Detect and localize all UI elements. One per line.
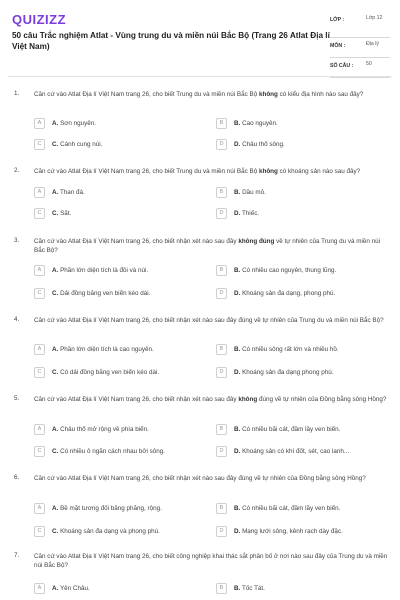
option-text: A. Bề mặt tương đối bằng phẳng, rộng. [52, 505, 162, 512]
option-text: C. Có dải đồng bằng ven biển kéo dài. [52, 369, 160, 376]
meta-value: Địa lý [366, 41, 379, 47]
meta-value: Lớp 12 [366, 15, 383, 21]
question-number: 1. [14, 90, 20, 97]
option-box: D [216, 288, 227, 299]
option-box: C [34, 526, 45, 537]
meta-label: MÔN : [330, 43, 346, 49]
document-title: 50 câu Trắc nghiệm Atlat - Vùng trung du và miền núi Bắc Bộ (Trang 26 Atlat Địa lí Việt Nam) [12, 31, 330, 51]
option-text: C. Có nhiều ô ngăn cách nhau bởi sông. [52, 448, 166, 455]
option-box: B [216, 344, 227, 355]
question-number: 7. [14, 552, 20, 559]
meta-value: 50 [366, 61, 372, 67]
meta-label: LỚP : [330, 17, 345, 23]
option-text: B. Cao nguyên. [234, 120, 278, 127]
meta-label: SỐ CÂU : [330, 63, 354, 69]
quizizz-logo: QUIZIZZ [12, 12, 67, 27]
option-text: B. Tốc Tát. [234, 585, 265, 592]
option-box: C [34, 446, 45, 457]
option-text: D. Khoáng sản đa dạng, phong phú. [234, 290, 336, 297]
option-text: C. Cánh cung núi. [52, 141, 103, 148]
question-text: Căn cứ vào Atlat Địa lí Việt Nam trang 26, cho biết nhận xét nào sau đây không đúng về tự nhiên của Trung du và miền núi Bắc Bộ? [34, 238, 381, 254]
option-box: D [216, 367, 227, 378]
option-box: C [34, 367, 45, 378]
option-box: A [34, 118, 45, 129]
option-text: D. Khoáng sản đa dạng phong phú. [234, 369, 334, 376]
meta-row-count [330, 58, 390, 78]
option-box: D [216, 139, 227, 150]
option-text: A. Phần lớn diện tích là cao nguyên. [52, 346, 154, 353]
option-text: B. Có nhiều sông rất lớn và nhiều hồ. [234, 346, 339, 353]
option-box: D [216, 526, 227, 537]
question-text: Căn cứ vào Atlat Địa lí Việt Nam trang 26, cho biết Trung du và miền núi Bắc Bộ không có kiểu địa hình nào sau đây? [34, 91, 364, 98]
question-text: Căn cứ vào Atlat Địa lí Việt Nam trang 26, cho biết nhận xét nào sau đây đúng về tự nhiên của Đồng bằng sông Hồng? [34, 475, 366, 482]
option-box: C [34, 139, 45, 150]
option-box: C [34, 208, 45, 219]
option-text: D. Châu thổ sông. [234, 141, 285, 148]
meta-row-subject [330, 38, 390, 58]
option-box: A [34, 424, 45, 435]
question-text: Căn cứ vào Atlat Địa lí Việt Nam trang 26, cho biết Trung du và miền núi Bắc Bộ không có khoáng sản nào sau đây? [34, 168, 361, 175]
option-box: B [216, 265, 227, 276]
option-text: A. Phần lớn diện tích là đồi và núi. [52, 267, 149, 274]
question-number: 2. [14, 167, 20, 174]
option-box: B [216, 503, 227, 514]
option-text: C. Dải đồng bằng ven biển kéo dài. [52, 290, 151, 297]
option-text: B. Có nhiều bãi cát, đầm lầy ven biển. [234, 426, 341, 433]
document-header [0, 0, 400, 76]
option-box: B [216, 118, 227, 129]
option-text: C. Sắt. [52, 210, 72, 217]
question-number: 6. [14, 474, 20, 481]
question-number: 3. [14, 237, 20, 244]
option-box: A [34, 503, 45, 514]
option-box: B [216, 424, 227, 435]
option-box: B [216, 187, 227, 198]
option-text: B. Có nhiều cao nguyên, thung lũng. [234, 267, 337, 274]
meta-panel [330, 12, 390, 78]
question-number: 5. [14, 395, 20, 402]
option-box: D [216, 208, 227, 219]
option-box: B [216, 583, 227, 594]
option-text: A. Châu thổ mở rộng về phía biển. [52, 426, 149, 433]
option-box: A [34, 187, 45, 198]
option-box: C [34, 288, 45, 299]
option-box: A [34, 344, 45, 355]
option-text: A. Sơn nguyên. [52, 120, 97, 127]
option-text: A. Yên Châu. [52, 585, 90, 592]
question-text: Căn cứ vào Atlat Địa lí Việt Nam trang 26, cho biết công nghiệp khai thác sắt phân bố ở nơi nào sau đây của Trung du và miền núi Bắc Bộ? [34, 553, 388, 569]
question-text: Căn cứ vào Atlat Địa lí Việt Nam trang 26, cho biết nhận xét nào sau đây không đúng về tự nhiên của Đồng bằng sông Hồng? [34, 396, 387, 403]
option-text: A. Than đá. [52, 189, 85, 196]
option-text: B. Có nhiều bãi cát, đầm lầy ven biển. [234, 505, 341, 512]
header-divider [8, 76, 392, 77]
option-text: D. Mạng lưới sông, kênh rạch dày đặc. [234, 528, 343, 535]
option-box: D [216, 446, 227, 457]
option-text: B. Dầu mỏ. [234, 189, 266, 196]
meta-row-grade [330, 12, 390, 38]
question-text: Căn cứ vào Atlat Địa lí Việt Nam trang 26, cho biết nhận xét nào sau đây đúng về tự nhiên của Trung du và miền núi Bắc Bộ? [34, 317, 384, 324]
option-text: C. Khoáng sản đa dạng và phong phú. [52, 528, 160, 535]
option-box: A [34, 265, 45, 276]
question-number: 4. [14, 316, 20, 323]
option-text: D. Thiếc. [234, 210, 260, 217]
option-text: D. Khoáng sản có khí đốt, sét, cao lanh... [234, 448, 350, 455]
option-box: A [34, 583, 45, 594]
